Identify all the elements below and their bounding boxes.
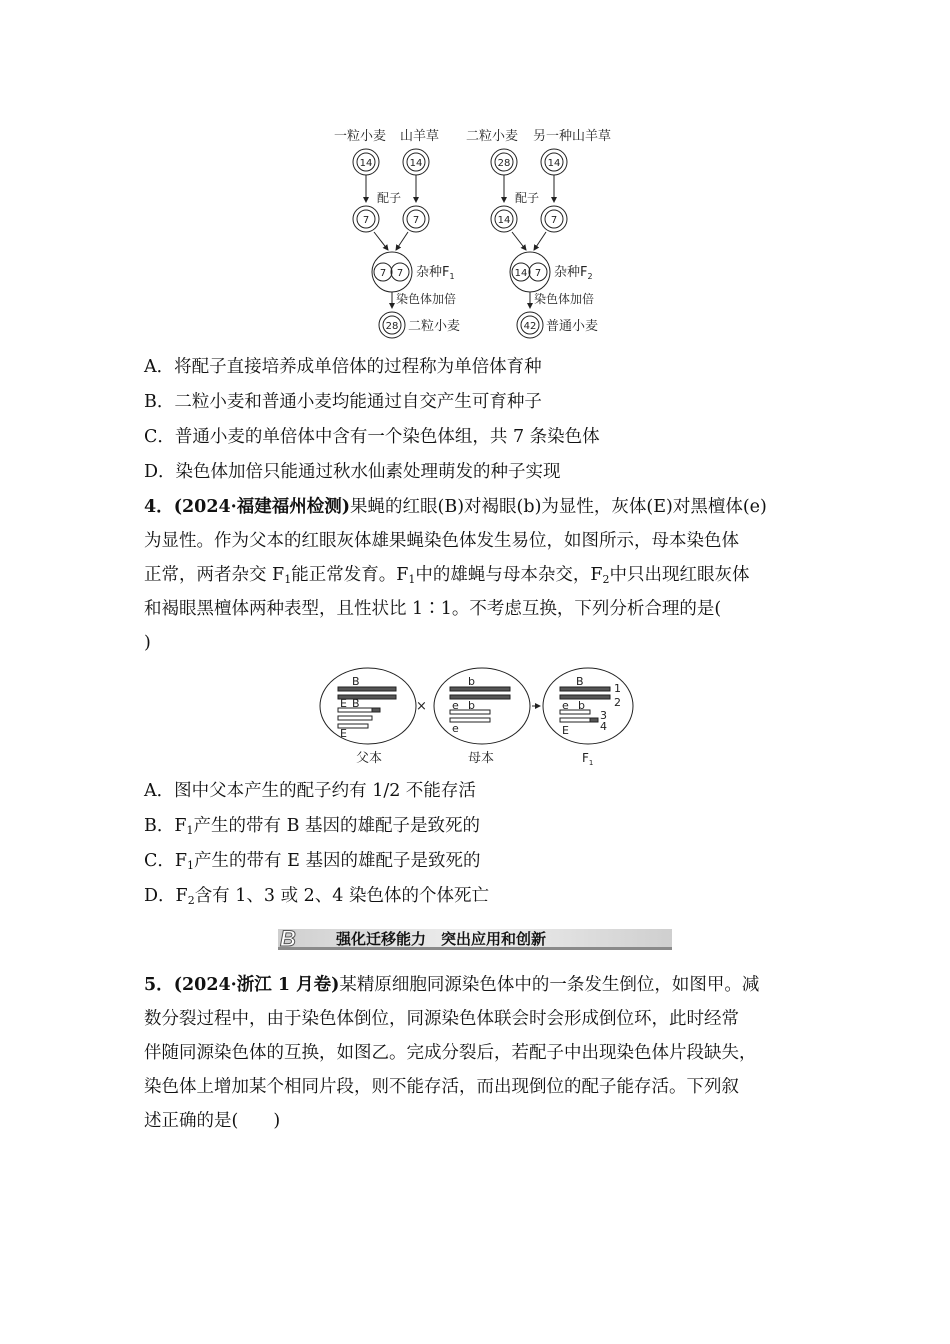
gamete-emmer-parent: 14 [497, 215, 511, 226]
q5-line-4: 染色体上增加某个相同片段，则不能存活，而出现倒位的配子能存活。下列叙 [144, 1077, 739, 1097]
hybrid-f1-c1: 7 [379, 268, 387, 279]
q4-line-4: 和褐眼黑檀体两种表型，且性状比 1∶1。不考虑互换，下列分析合理的是( [144, 599, 722, 619]
q3-option-a: A．将配子直接培养成单倍体的过程称为单倍体育种 [144, 357, 542, 377]
hybrid-f2-c2: 7 [534, 268, 542, 279]
hybrid-f1-c2: 7 [396, 268, 404, 279]
mother-gene-e: e [452, 699, 459, 712]
banner-letter: B [280, 927, 296, 951]
q3-option-c: C．普通小麦的单倍体中含有一个染色体组，共 7 条染色体 [144, 427, 600, 447]
f1-gene-B: B [576, 675, 584, 688]
q4-text-1: 果蝇的红眼(B)对褐眼(b)为显性，灰体(E)对黑檀体(e) [350, 497, 767, 517]
q4-number: 4． [144, 497, 174, 517]
result-common-wheat: 普通小麦 [546, 319, 599, 334]
q4-source: (2024·福建福州检测) [173, 497, 351, 517]
mother-gene-b: b [468, 675, 475, 688]
q5-line-2: 数分裂过程中，由于染色体倒位，同源染色体联会时会形成倒位环，此时经常 [144, 1009, 739, 1029]
q5-text-1: 某精原细胞同源染色体中的一条发生倒位，如图甲。减 [339, 975, 760, 995]
father-gene-E: E [340, 697, 347, 710]
doubling-label-right: 染色体加倍 [534, 292, 595, 306]
fly-chromosome-figure [316, 664, 636, 770]
q3-option-d: D．染色体加倍只能通过秋水仙素处理萌发的种子实现 [144, 462, 561, 482]
q4-option-d: D．$F_2$含有 1、3 或 2、4 染色体的个体死亡 [144, 886, 489, 907]
q5-line-1 [144, 973, 814, 997]
gamete-goatgrass: 7 [412, 215, 420, 226]
gamete-label-right: 配子 [515, 191, 540, 205]
result-emmer: 二粒小麦 [408, 319, 461, 334]
father-gene-E2: E [340, 727, 347, 740]
q4-line-3: 正常，两者杂交 $F_1$能正常发育。$F_1$中的雄蝇与母本杂交，$F_2$中只出现红眼灰体 [144, 565, 750, 586]
q5-number: 5． [144, 975, 174, 995]
father-gene-B: B [352, 675, 360, 688]
gamete-label-left: 配子 [377, 191, 402, 205]
q5-line-5: 述正确的是( ) [144, 1111, 281, 1131]
f1-num-2: 2 [614, 696, 621, 709]
chrom-einkorn: 14 [359, 158, 373, 169]
father-label: 父本 [356, 751, 383, 766]
f1-num-1: 1 [614, 682, 621, 695]
f1-num-3: 3 [600, 709, 607, 722]
species-einkorn: 一粒小麦 [334, 129, 387, 144]
chrom-common-wheat: 42 [523, 321, 537, 332]
q4-line-1 [144, 495, 814, 519]
species-emmer-parent: 二粒小麦 [466, 129, 519, 144]
f1-gene-E: E [562, 724, 569, 737]
father-gene-B2: B [352, 697, 360, 710]
species-goatgrass: 山羊草 [400, 129, 440, 144]
f1-gene-b: b [578, 699, 585, 712]
chrom-other-goatgrass: 14 [547, 158, 561, 169]
wheat-breeding-figure [320, 122, 630, 340]
q4-option-c: C．$F_1$产生的带有 E 基因的雄配子是致死的 [144, 851, 481, 872]
q3-option-b: B．二粒小麦和普通小麦均能通过自交产生可育种子 [144, 392, 542, 412]
section-banner [278, 927, 672, 951]
gamete-einkorn: 7 [362, 215, 370, 226]
q4-line-2: 为显性。作为父本的红眼灰体雄果蝇染色体发生易位，如图所示，母本染色体 [144, 531, 739, 551]
hybrid-f2-c1: 14 [514, 268, 528, 279]
f1-num-4: 4 [600, 720, 607, 733]
mother-gene-e2: e [452, 722, 459, 735]
gamete-other-goatgrass: 7 [550, 215, 558, 226]
f1-label: $F_1$ [582, 751, 594, 767]
q4-line-5: ) [144, 633, 151, 653]
mother-label: 母本 [468, 751, 495, 766]
doubling-label-left: 染色体加倍 [396, 292, 457, 306]
hybrid-f2-label: 杂种$F_2$ [554, 265, 593, 281]
species-other-goatgrass: 另一种山羊草 [533, 129, 612, 144]
banner-title: 强化迁移能力 突出应用和创新 [336, 930, 547, 948]
mother-gene-b2: b [468, 699, 475, 712]
cross-symbol: × [416, 699, 427, 714]
q5-source: (2024·浙江 1 月卷) [173, 975, 340, 995]
chrom-emmer: 28 [385, 321, 399, 332]
q4-option-a: A．图中父本产生的配子约有 1/2 不能存活 [144, 781, 476, 801]
q4-option-b: B．$F_1$产生的带有 B 基因的雄配子是致死的 [144, 816, 481, 837]
chrom-goatgrass: 14 [409, 158, 423, 169]
q5-line-3: 伴随同源染色体的互换，如图乙。完成分裂后，若配子中出现染色体片段缺失， [144, 1043, 757, 1063]
f1-gene-e: e [562, 699, 569, 712]
hybrid-f1-label: 杂种$F_1$ [416, 265, 455, 281]
chrom-emmer-parent: 28 [497, 158, 511, 169]
